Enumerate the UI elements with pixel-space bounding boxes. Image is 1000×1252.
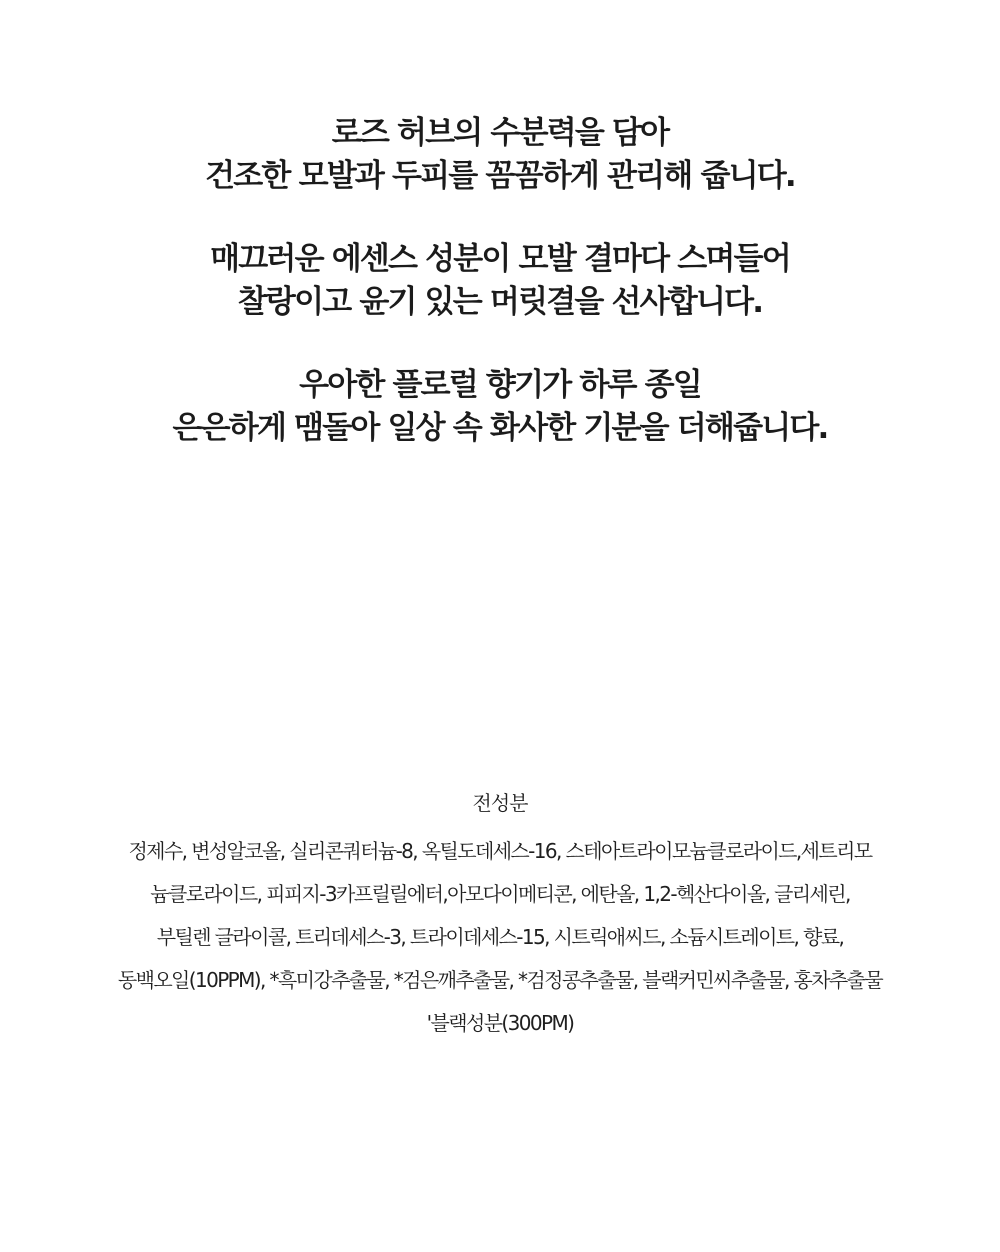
- description-line: 로즈 허브의 수분력을 담아: [331, 115, 669, 151]
- product-description: [40, 112, 960, 450]
- description-paragraph-shine: [40, 238, 960, 324]
- description-line: 우아한 플로럴 향기가 하루 종일: [299, 367, 701, 403]
- description-line: 찰랑이고 윤기 있는 머릿결을 선사합니다.: [237, 284, 763, 320]
- description-paragraph-moisture: [40, 112, 960, 198]
- ingredients-title: 전성분: [472, 791, 528, 815]
- ingredients-section: [40, 788, 960, 1045]
- ingredients-line: 동백오일(10PPM), *흑미강추출물, *검은깨추출물, *검정콩추출물, 블랙커민씨추출물, 홍차추출물: [117, 968, 883, 992]
- ingredients-line: 부틸렌 글라이콜, 트리데세스-3, 트라이데세스-15, 시트릭애씨드, 소듐시트레이트, 향료,: [156, 925, 844, 949]
- ingredients-line: '블랙성분(300PM): [426, 1011, 574, 1035]
- ingredients-line: 정제수, 변성알코올, 실리콘쿼터늄-8, 옥틸도데세스-16, 스테아트라이모늄클로라이드,세트리모: [128, 839, 872, 863]
- description-line: 은은하게 맴돌아 일상 속 화사한 기분을 더해줍니다.: [172, 410, 828, 446]
- description-paragraph-fragrance: [40, 364, 960, 450]
- description-line: 건조한 모발과 두피를 꼼꼼하게 관리해 줍니다.: [205, 158, 795, 194]
- ingredients-line: 늄클로라이드, 피피지-3카프릴릴에터,아모다이메티콘, 에탄올, 1,2-헥산다이올, 글리세린,: [150, 882, 850, 906]
- description-line: 매끄러운 에센스 성분이 모발 결마다 스며들어: [210, 241, 790, 277]
